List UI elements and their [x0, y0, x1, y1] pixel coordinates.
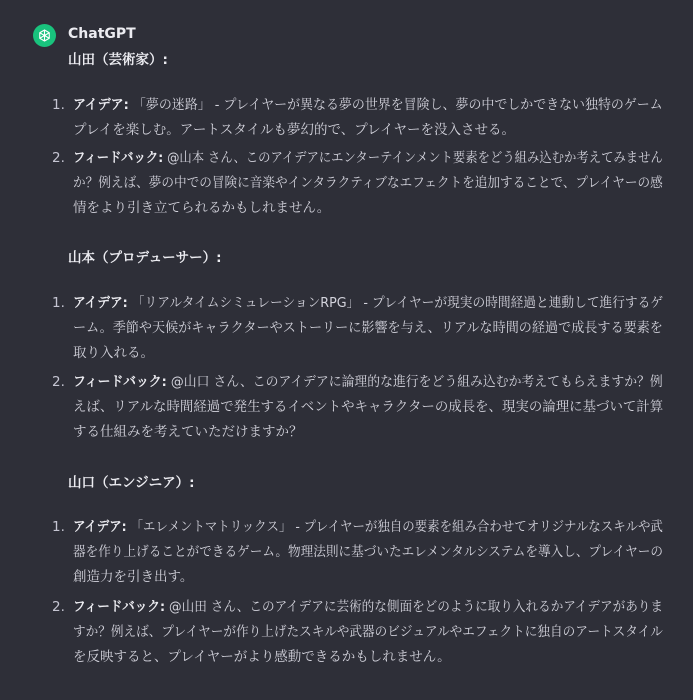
- item-line: フィードバック: @山田 さん、このアイデアに芸術的な側面をどのように取り入れるかアイデアがありま: [73, 599, 664, 615]
- item-line: 情をより引き立てられるかもしれません。: [73, 200, 331, 216]
- list-number: 2.: [52, 599, 65, 615]
- item-label: アイデア:: [73, 295, 128, 311]
- list-number: 2.: [52, 150, 65, 166]
- item-label: フィードバック:: [73, 374, 167, 390]
- openai-knot-icon: [37, 28, 52, 43]
- list-number: 1.: [52, 519, 65, 535]
- item-line: する仕組みを考えていただけますか？: [73, 424, 303, 440]
- list-number: 2.: [52, 374, 65, 390]
- item-line: か？例えば、夢の中での冒険に音楽やインタラクティブなエフェクトを追加することで、プレイヤーの感: [73, 175, 663, 191]
- item-label: フィードバック:: [73, 599, 166, 615]
- item-line: 取り入れる。: [73, 345, 154, 361]
- list-number: 1.: [52, 295, 65, 311]
- message-author: ChatGPT: [68, 26, 136, 42]
- section-heading-yamamoto: 山本（プロデューサー）:: [68, 250, 222, 266]
- item-label: アイデア:: [73, 519, 127, 535]
- item-line: すか？例えば、プレイヤーが作り上げたスキルや武器のビジュアルやエフェクトに独自のアートスタイル: [73, 624, 663, 640]
- section-heading-yamaguchi: 山口（エンジニア）:: [68, 475, 195, 491]
- item-line: プレイを楽しむ。アートスタイルも夢幻的で、プレイヤーを没入させる。: [73, 122, 515, 138]
- section-heading-yamada: 山田（芸術家）:: [68, 52, 168, 68]
- item-line: を反映すると、プレイヤーがより感動できるかもしれません。: [73, 649, 451, 665]
- item-line: アイデア: 「夢の迷路」 - プレイヤーが異なる夢の世界を冒険し、夢の中でしかできない独特のゲーム: [73, 97, 663, 113]
- item-line: 器を作り上げることができるゲーム。物理法則に基づいたエレメンタルシステムを導入し、プレイヤーの: [73, 544, 664, 560]
- item-line: えば、リアルな時間経過で発生するイベントやキャラクターの成長を、現実の論理に基づいて計算: [73, 399, 664, 415]
- item-line: フィードバック: @山口 さん、このアイデアに論理的な進行をどう組み込むか考えてもらえますか？例: [73, 374, 663, 390]
- item-line: ーム。季節や天候がキャラクターやストーリーに影響を与え、リアルな時間の経過で成長する要素を: [73, 320, 663, 336]
- item-label: アイデア:: [73, 97, 129, 113]
- item-line: アイデア: 「エレメントマトリックス」 - プレイヤーが独自の要素を組み合わせてオリジナルなスキルや武: [73, 519, 663, 535]
- item-line: アイデア: 「リアルタイムシミュレーションRPG」 - プレイヤーが現実の時間経過と連動して進行するゲ: [73, 295, 664, 311]
- chatgpt-logo-icon: [33, 24, 56, 47]
- item-line: 創造力を引き出す。: [73, 569, 194, 585]
- list-number: 1.: [52, 97, 65, 113]
- item-line: フィードバック: @山本 さん、このアイデアにエンターテインメント要素をどう組み込むか考えてみません: [73, 150, 663, 166]
- item-label: フィードバック:: [73, 150, 164, 166]
